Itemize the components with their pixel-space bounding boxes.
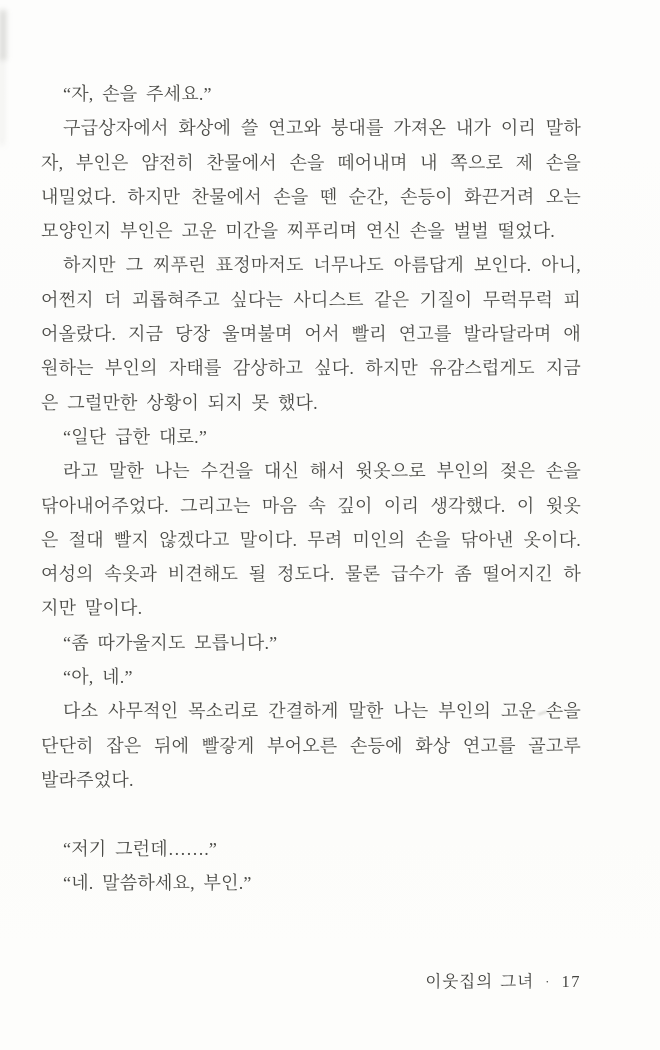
- text-line: “좀 따가울지도 모릅니다.”: [63, 632, 278, 653]
- text-line: 은 절대 빨지 않겠다고 말이다. 무려 미인의 손을 닦아낸 옷이다.: [41, 529, 581, 550]
- text-line: 모양인지 부인은 고운 미간을 찌푸리며 연신 손을 벌벌 떨었다.: [41, 221, 555, 242]
- scan-streak-artifact: [0, 55, 4, 145]
- blank-line: [41, 797, 581, 831]
- text-line: 은 그럴만한 상황이 되지 못 했다.: [41, 392, 318, 413]
- text-line: 구급상자에서 화상에 쓸 연고와 붕대를 가져온 내가 이리 말하: [63, 118, 581, 139]
- footer: [0, 968, 581, 992]
- text-line: “네. 말씀하세요, 부인.”: [63, 872, 252, 893]
- scan-smudge-artifact: [0, 10, 6, 60]
- text-line: “저기 그런데…….”: [63, 838, 218, 859]
- text-line: “아, 네.”: [63, 667, 133, 688]
- footer-book-title: 이웃집의 그녀: [425, 972, 535, 991]
- text-line: 다소 사무적인 목소리로 간결하게 말한 나는 부인의 고운 손을: [63, 701, 581, 722]
- text-line: 단단히 잡은 뒤에 빨갛게 부어오른 손등에 화상 연고를 골고루: [41, 735, 581, 756]
- text-line: 어쩐지 더 괴롭혀주고 싶다는 사디스트 같은 기질이 무럭무럭 피: [41, 289, 581, 310]
- text-line: 닦아내어주었다. 그리고는 마음 속 깊이 이리 생각했다. 이 윗옷: [41, 495, 581, 516]
- footer-page-number: 17: [561, 972, 581, 991]
- text-line: 내밀었다. 하지만 찬물에서 손을 뗀 순간, 손등이 화끈거려 오는: [41, 186, 581, 207]
- text-line: “자, 손을 주세요.”: [63, 84, 212, 104]
- text-line: 지만 말이다.: [41, 598, 143, 619]
- text-line: 발라주었다.: [41, 769, 134, 790]
- text-line: 자, 부인은 얌전히 찬물에서 손을 떼어내며 내 쪽으로 제 손을: [41, 152, 581, 173]
- text-line: 원하는 부인의 자태를 감상하고 싶다. 하지만 유감스럽게도 지금: [41, 358, 581, 379]
- text-line: 라고 말한 나는 수건을 대신 해서 윗옷으로 부인의 젖은 손을: [63, 461, 581, 482]
- footer-separator: ·: [545, 974, 551, 989]
- text-line: 여성의 속옷과 비견해도 될 정도다. 물론 급수가 좀 떨어지긴 하: [41, 564, 581, 585]
- text-line: 어올랐다. 지금 당장 울며불며 어서 빨리 연고를 발라달라며 애: [41, 324, 581, 345]
- text-line: 하지만 그 찌푸린 표정마저도 너무나도 아름답게 보인다. 아니,: [63, 255, 581, 276]
- text-block: [41, 77, 581, 900]
- text-line: “일단 급한 대로.”: [63, 426, 208, 447]
